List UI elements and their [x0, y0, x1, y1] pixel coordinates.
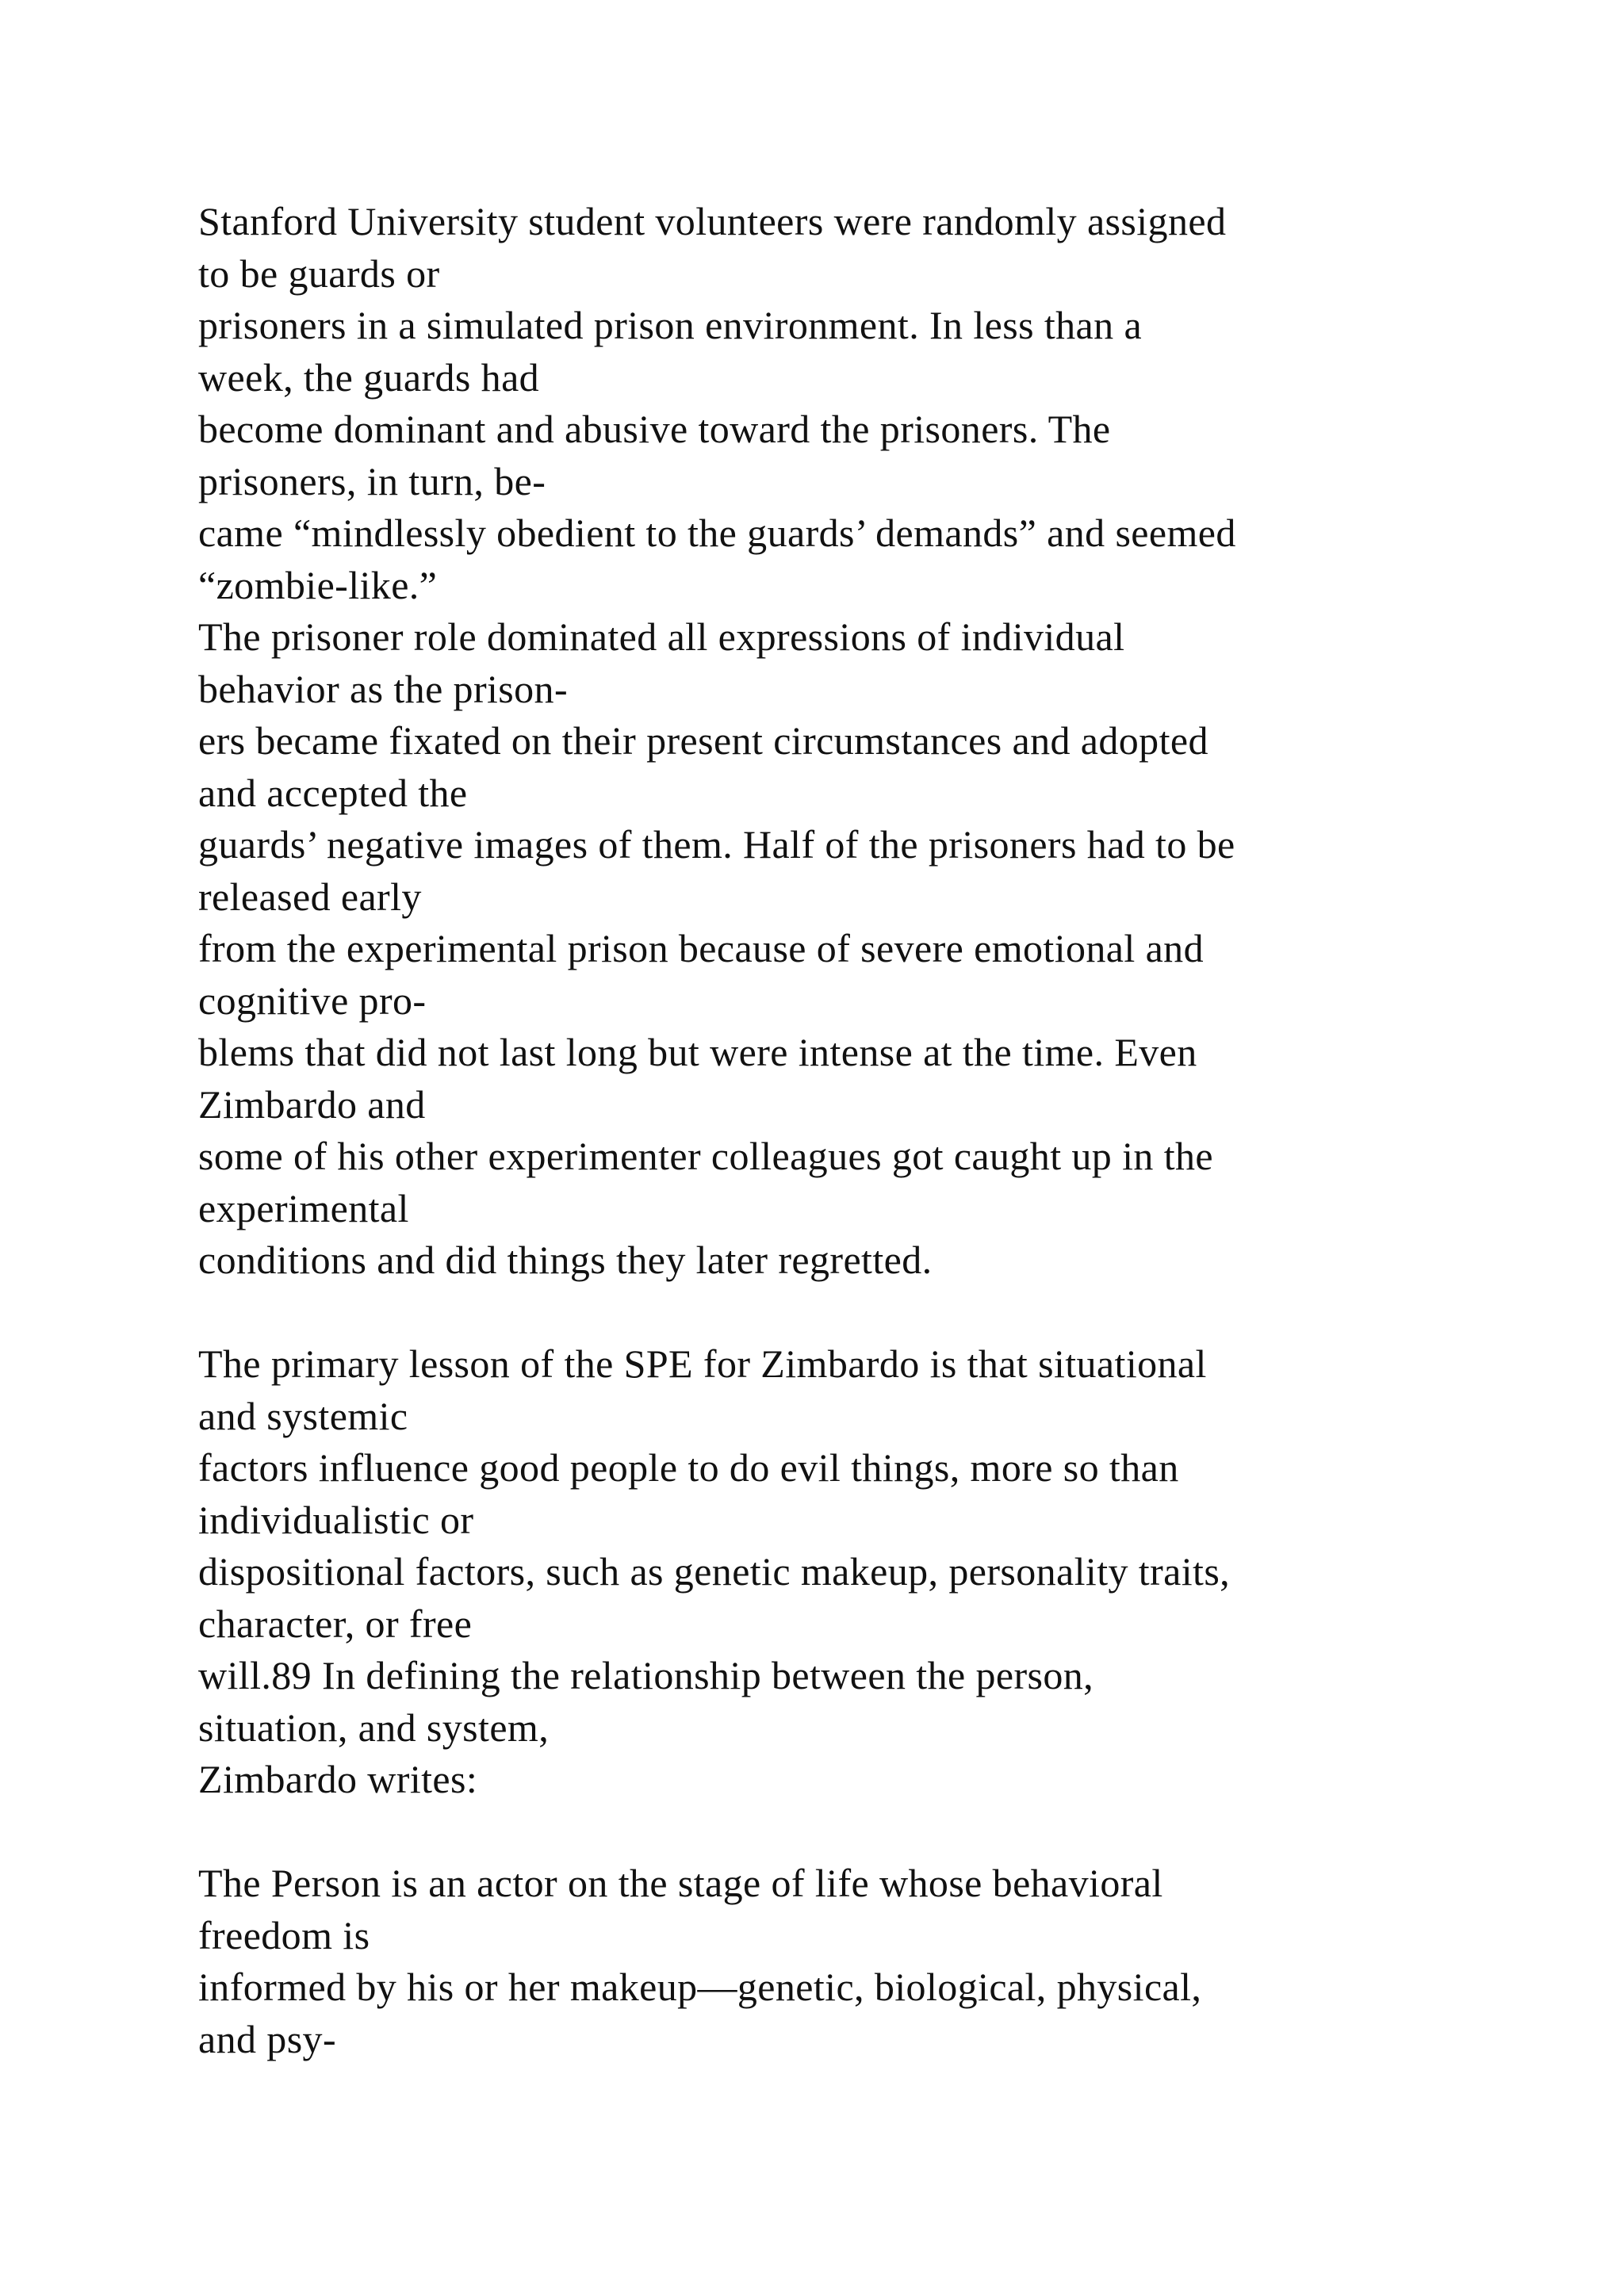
text-line: released early — [198, 874, 422, 919]
text-line: freedom is — [198, 1912, 370, 1957]
paragraph-1 — [198, 196, 1594, 1287]
text-line: and psy- — [198, 2016, 337, 2061]
text-line: and systemic — [198, 1393, 408, 1438]
text-line: prisoners in a simulated prison environment. In less than a — [198, 303, 1143, 347]
paragraph-gap — [198, 1806, 1594, 1858]
paragraph-3 — [198, 1858, 1594, 2065]
paragraph-2 — [198, 1338, 1594, 1806]
text-line: situation, and system, — [198, 1705, 550, 1750]
text-line: The Person is an actor on the stage of life whose behavioral — [198, 1861, 1163, 1905]
text-line: some of his other experimenter colleagues got caught up in the — [198, 1134, 1213, 1178]
text-line: experimental — [198, 1185, 409, 1230]
text-line: factors influence good people to do evil things, more so than — [198, 1445, 1179, 1490]
text-line: conditions and did things they later regretted. — [198, 1238, 933, 1282]
text-line: from the experimental prison because of severe emotional and — [198, 926, 1204, 970]
text-line: and accepted the — [198, 770, 468, 815]
text-line: came “mindlessly obedient to the guards’ demands” and seemed — [198, 511, 1236, 555]
text-line: cognitive pro- — [198, 978, 427, 1023]
text-line: behavior as the prison- — [198, 666, 569, 711]
text-line: become dominant and abusive toward the prisoners. The — [198, 407, 1111, 451]
text-line: will.89 In defining the relationship between the person, — [198, 1653, 1094, 1697]
text-line: guards’ negative images of them. Half of the prisoners had to be — [198, 822, 1235, 867]
text-line: ers became fixated on their present circumstances and adopted — [198, 718, 1208, 763]
text-line: individualistic or — [198, 1497, 474, 1542]
text-line: character, or free — [198, 1601, 473, 1646]
text-line: Stanford University student volunteers were randomly assigned — [198, 199, 1227, 243]
text-line: blems that did not last long but were intense at the time. Even — [198, 1030, 1197, 1074]
text-line: to be guards or — [198, 251, 440, 296]
text-line: The primary lesson of the SPE for Zimbardo is that situational — [198, 1341, 1207, 1386]
text-line: Zimbardo and — [198, 1081, 426, 1127]
text-line: week, the guards had — [198, 354, 540, 400]
text-line: Zimbardo writes: — [198, 1757, 478, 1801]
text-line: informed by his or her makeup—genetic, biological, physical, — [198, 1965, 1202, 2009]
document-text — [198, 196, 1594, 2065]
text-line: “zombie-like.” — [198, 562, 438, 607]
text-line: prisoners, in turn, be- — [198, 458, 546, 503]
text-line: The prisoner role dominated all expressions of individual — [198, 614, 1125, 659]
paragraph-gap — [198, 1287, 1594, 1339]
text-line: dispositional factors, such as genetic makeup, personality traits, — [198, 1549, 1231, 1594]
